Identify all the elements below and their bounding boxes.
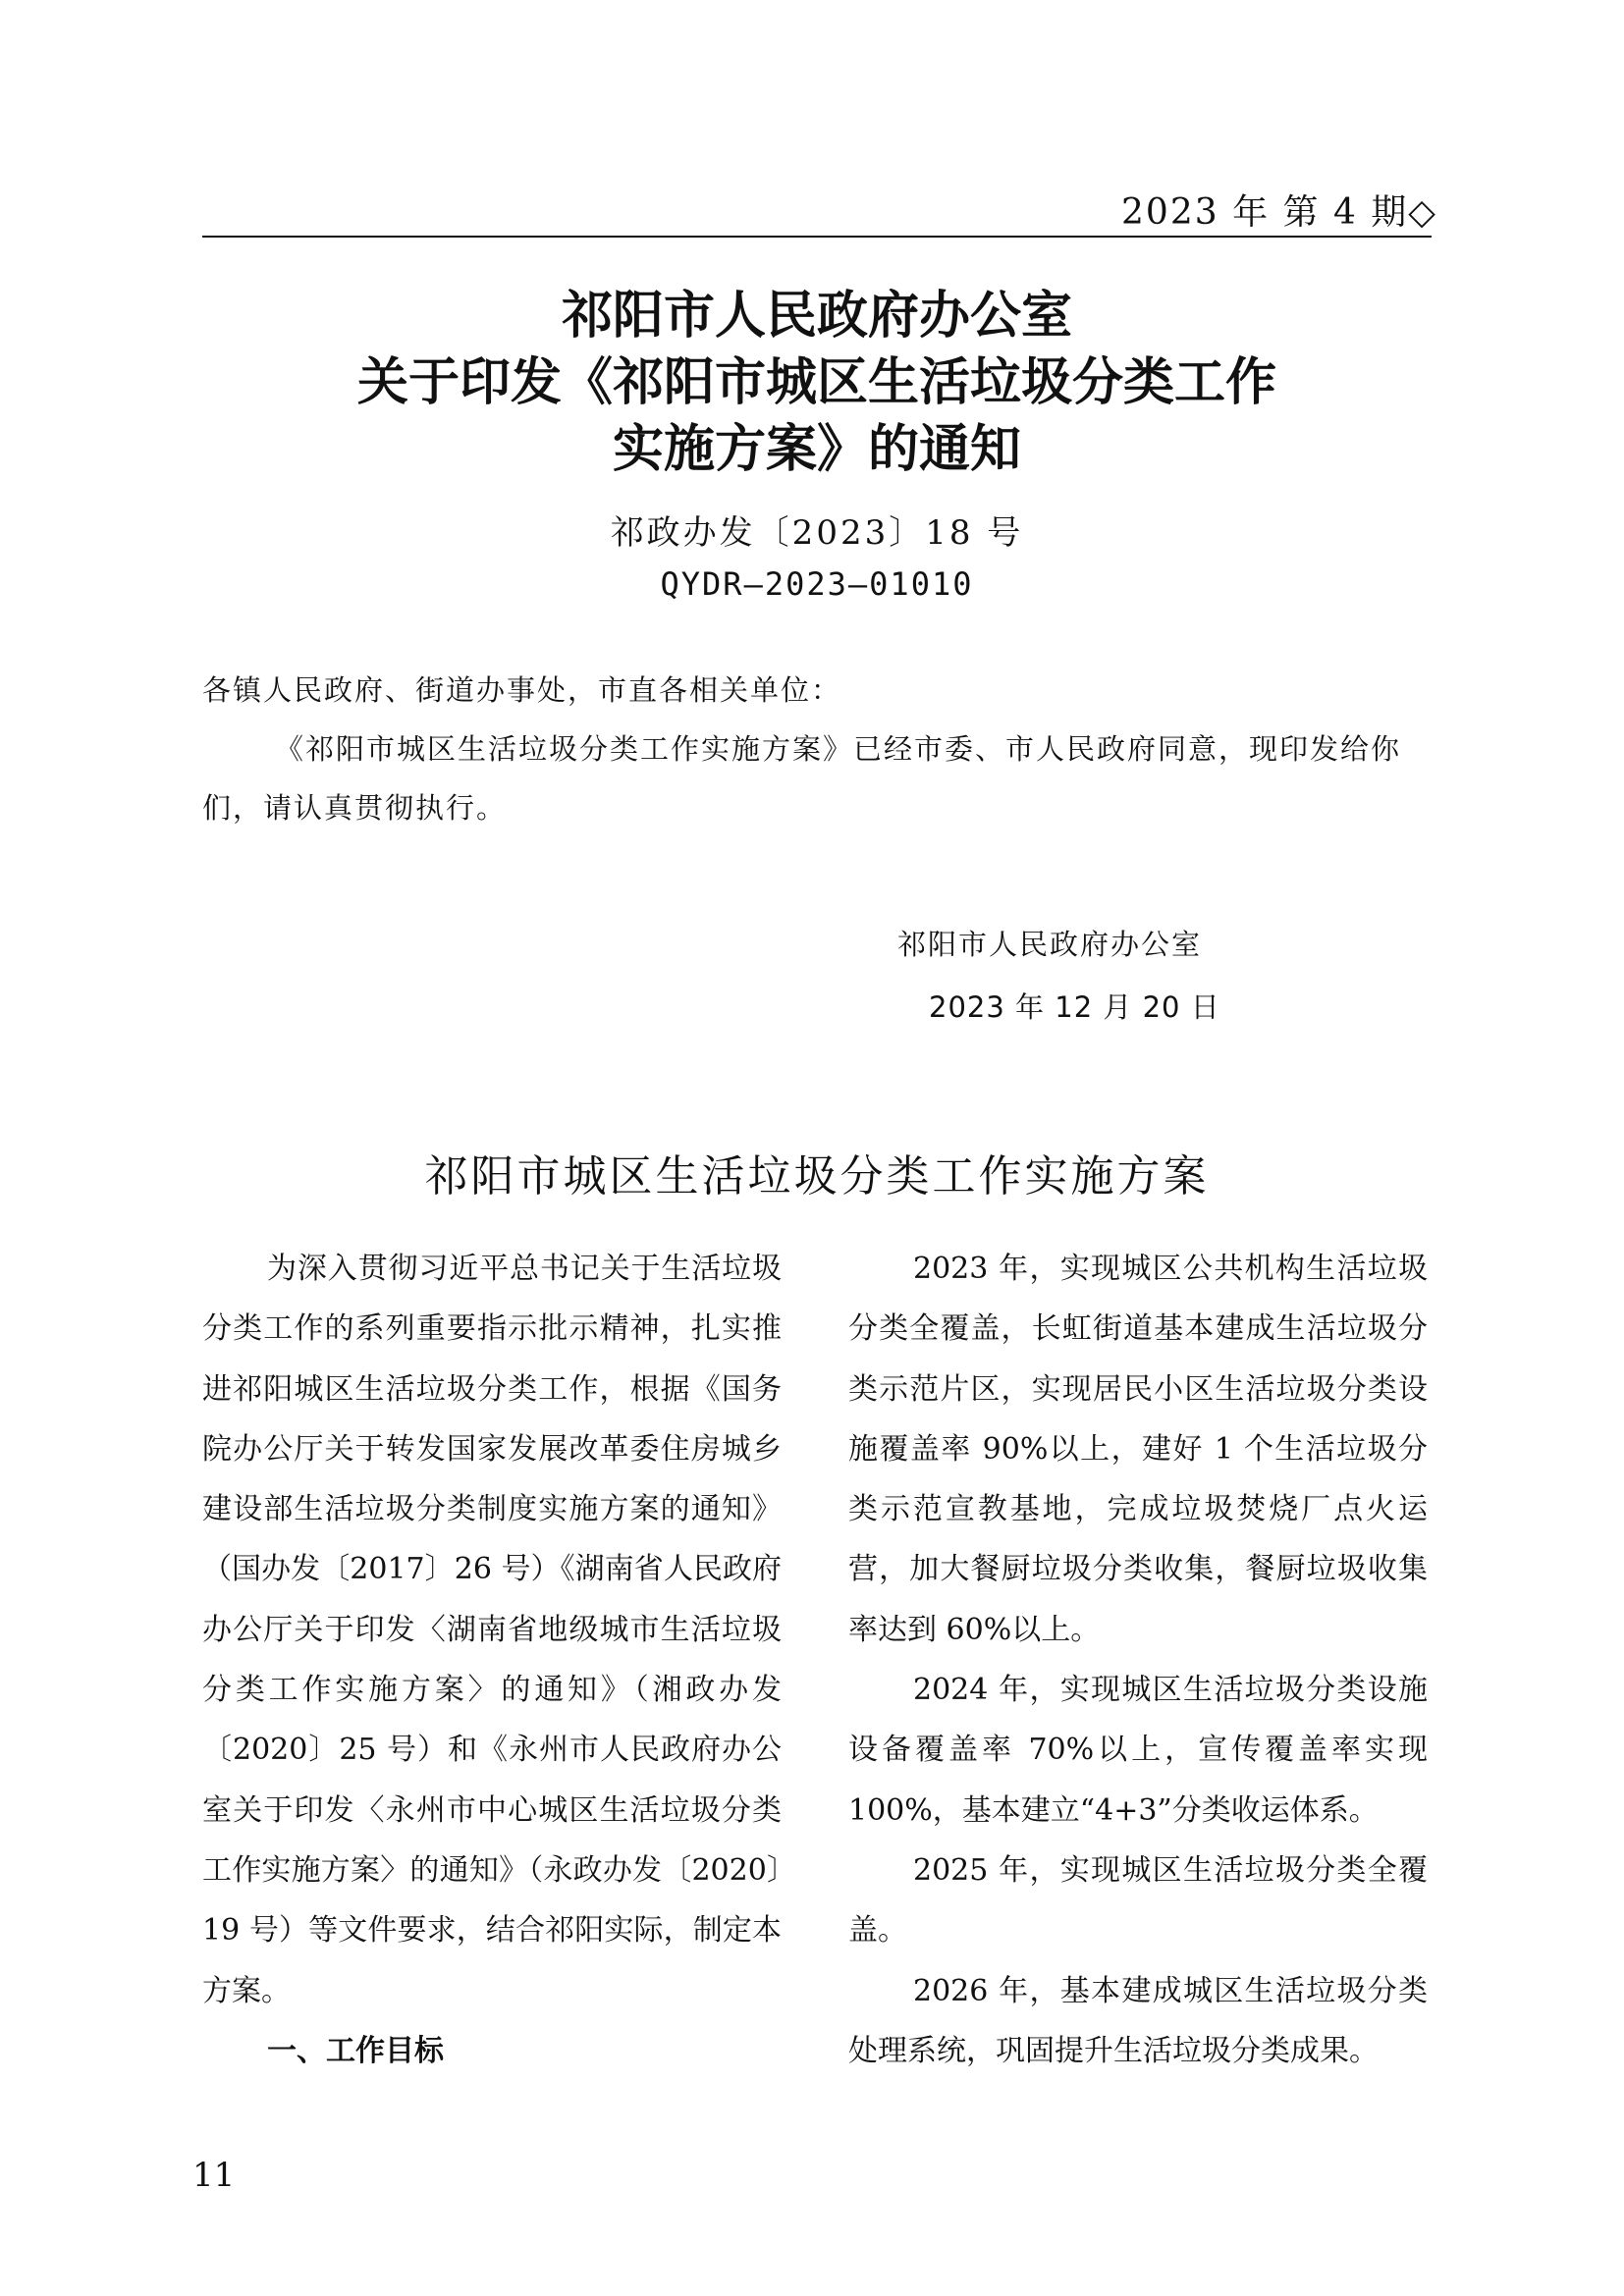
notice-title: [202, 283, 1432, 483]
paragraph: 2025 年，实现城区生活垃圾分类全覆盖。: [848, 1852, 1428, 1949]
plan-title: 祁阳市城区生活垃圾分类工作实施方案: [424, 1151, 1210, 1201]
notice-title-line: 关于印发《祁阳市城区生活垃圾分类工作: [356, 353, 1276, 412]
signature-organization: 祁阳市人民政府办公室: [897, 928, 1203, 961]
right-column: [848, 1239, 1428, 2081]
paragraph: 2023 年，实现城区公共机构生活垃圾分类全覆盖，长虹街道基本建成生活垃圾分类示范片区，实现居民小区生活垃圾分类设施覆盖率 90%以上，建好 1 个生活垃圾分类示范宣教基地，完成垃圾焚烧厂点火运营，加大餐厨垃圾分类收集，餐厨垃圾收集率达到 60%以上。: [848, 1252, 1428, 1647]
notice-title-line: 实施方案》的通知: [612, 420, 1021, 479]
header-rule: [202, 236, 1432, 238]
notice-body: 《祁阳市城区生活垃圾分类工作实施方案》已经市委、市人民政府同意，现印发给你们，请认真贯彻执行。: [202, 732, 1402, 825]
signature-date: 2023 年 12 月 20 日: [929, 990, 1220, 1024]
left-column: [202, 1239, 782, 2081]
page-number: 11: [192, 2156, 236, 2195]
register-code: QYDR—2023—01010: [660, 565, 974, 603]
issue-label: 2023 年 第 4 期◇: [1121, 192, 1437, 233]
addressee: 各镇人民政府、街道办事处，市直各相关单位：: [202, 673, 842, 707]
paragraph: 2026 年，基本建成城区生活垃圾分类处理系统，巩固提升生活垃圾分类成果。: [848, 1973, 1428, 2068]
paragraph: 2024 年，实现城区生活垃圾分类设施设备覆盖率 70%以上，宣传覆盖率实现 100%，基本建立“4+3”分类收运体系。: [848, 1673, 1428, 1828]
section-heading: 一、工作目标: [267, 2033, 444, 2068]
notice-title-line: 祁阳市人民政府办公室: [561, 287, 1072, 346]
paragraph: 为深入贯彻习近平总书记关于生活垃圾分类工作的系列重要指示批示精神，扎实推进祁阳城区生活垃圾分类工作，根据《国务院办公厅关于转发国家发展改革委住房城乡建设部生活垃圾分类制度实施方案的通知》（国办发〔2017〕26 号）《湖南省人民政府办公厅关于印发〈湖南省地级城市生活垃圾分类工作实施方案〉的通知》（湘政办发〔2020〕25 号）和《永州市人民政府办公室关于印发〈永州市中心城区生活垃圾分类工作实施方案〉的通知》（永政办发〔2020〕19 号）等文件要求，结合祁阳实际，制定本方案。: [202, 1252, 782, 2008]
document-number: 祁政办发〔2023〕18 号: [610, 513, 1024, 553]
